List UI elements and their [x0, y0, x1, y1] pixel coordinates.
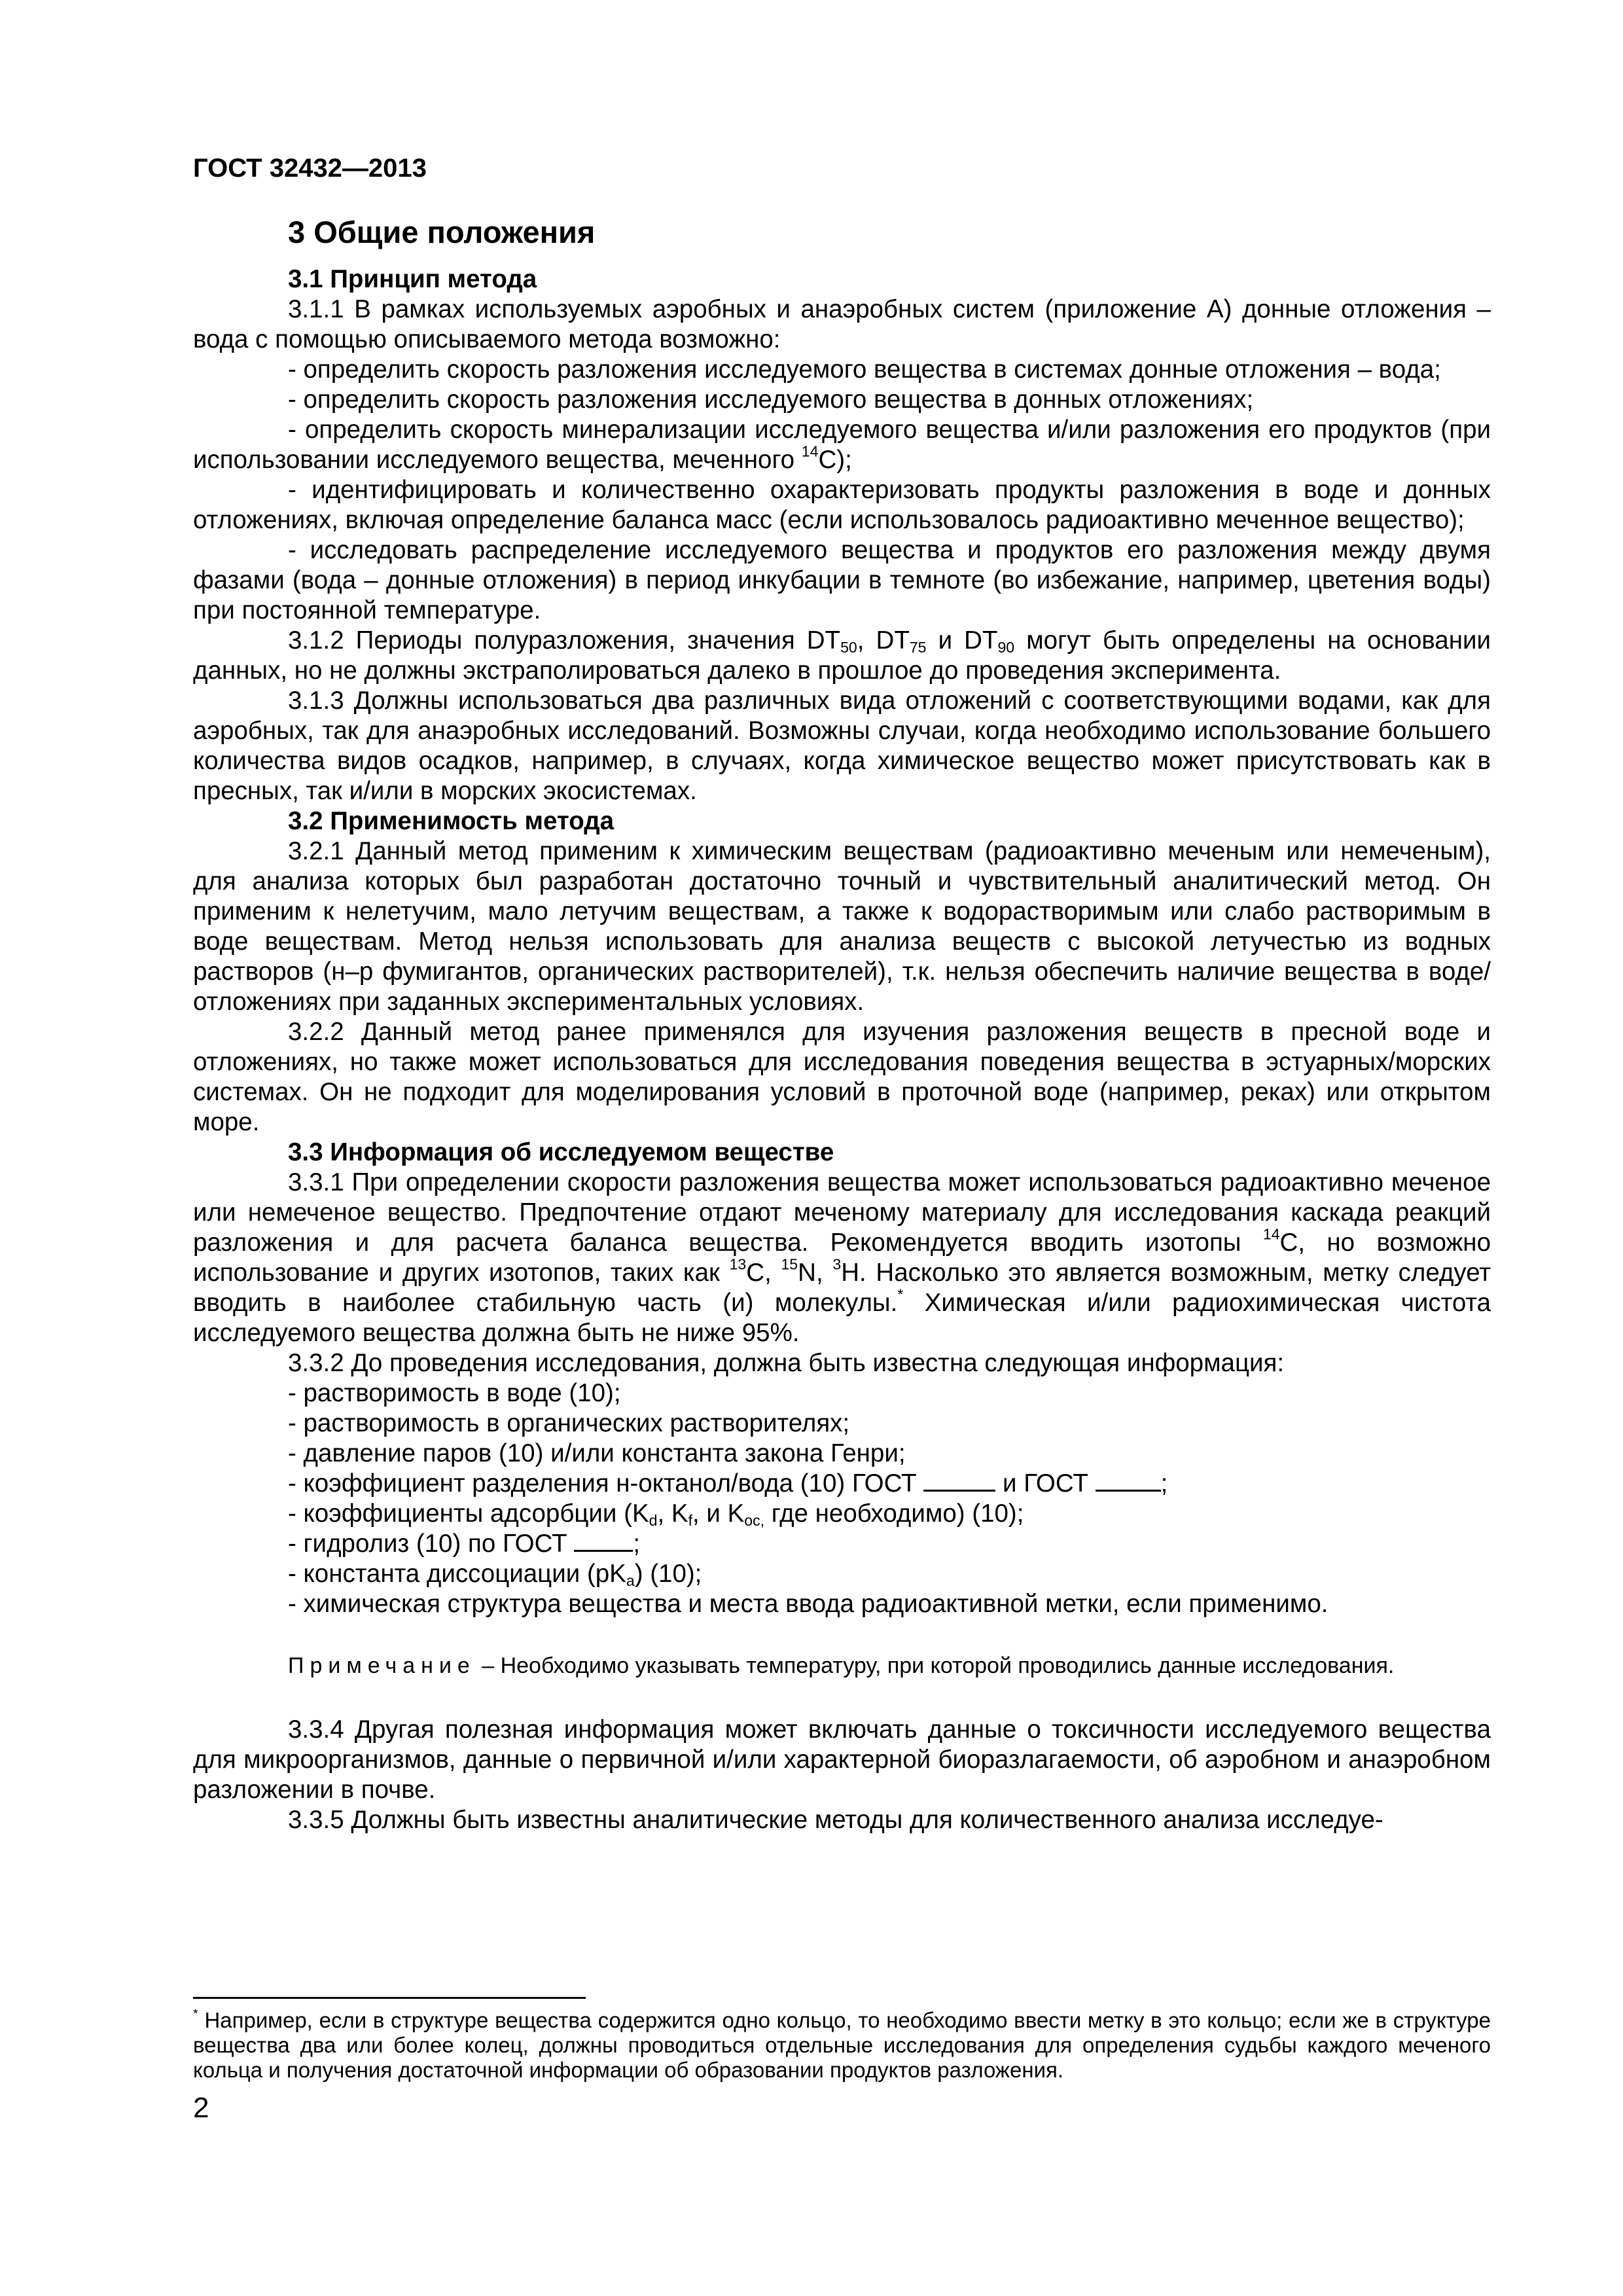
subsection-heading-3-3: 3.3 Информация об исследуемом веществе — [288, 1138, 834, 1166]
blank-field — [574, 1530, 633, 1552]
list-item: - растворимость в воде (10); — [288, 1379, 621, 1407]
list-item: - химическая структура вещества и места ввода радиоактивной метки, если применимо. — [288, 1590, 1329, 1618]
paragraph-3-3-1: 3.3.1 При определении скорости разложения вещества может использоваться радиоактивно меченое или немеченое вещество. Предпочтение отдают меченому материалу для исследования каскада реакций разложения и для расчета баланса вещества. Рекомендуется вводить изотопы $^{14}$С, но возможно использование и других изотопов, таких как $^{13}$С, $^{15}$N, $^3$Н. Насколько это является возможным, метку следует вводить в наиболее стабильную часть (и) молекулы.* Химическая и/или радиохимическая чистота исследуемого вещества должна быть не ниже 95%. — [193, 1168, 1491, 1347]
footnote-reference[interactable]: * — [897, 1285, 904, 1303]
footnote-divider — [193, 1997, 586, 1999]
paragraph-3-1-1: 3.1.1 В рамках используемых аэробных и анаэробных систем (приложение А) донные отложения – вода с помощью описываемого метода возможно: — [193, 295, 1491, 353]
footnote: * Например, если в структуре вещества содержится одно кольцо, то необходимо ввести метку в это кольцо; если же в структуре вещества два или более колец, должны проводиться отдельные исследования для определения судьбы каждого меченого кольца и получения достаточной информации об образовании продуктов разложения. — [193, 2007, 1491, 2082]
paragraph-3-3-2: 3.3.2 До проведения исследования, должна быть известна следующая информация: — [288, 1349, 1285, 1377]
list-item: - коэффициент разделения н-октанол/вода (10) ГОСТ и ГОСТ ; — [288, 1469, 1168, 1498]
list-item: - растворимость в органических растворителях; — [288, 1409, 850, 1437]
list-item: - коэффициенты адсорбции ($K_d$, $K_f$, и $K_{oc,}$ где необходимо) (10); — [288, 1499, 1024, 1529]
blank-field — [1096, 1470, 1161, 1492]
paragraph-3-1-3: 3.1.3 Должны использоваться два различных вида отложений с соответствующими водами, как для аэробных, так для анаэробных исследований. Возможны случаи, когда необходимо использование большего количества видов осадков, например, в случаях, когда химическое вещество может присутствовать как в пресных, так и/или в морских экосистемах. — [193, 687, 1491, 805]
list-item: - константа диссоциации $(pK_a)$ (10); — [288, 1560, 702, 1589]
list-item: - определить скорость разложения исследуемого вещества в системах донные отложения – вода; — [288, 355, 1441, 384]
blank-field — [923, 1470, 995, 1492]
note-label: Примечание — [288, 1653, 476, 1678]
paragraph-3-3-4: 3.3.4 Другая полезная информация может включать данные о токсичности исследуемого вещества для микроорганизмов, данные о первичной и/или характерной биоразлагаемости, об аэробном и анаэробном разложении в почве. — [193, 1715, 1491, 1804]
list-item: - исследовать распределение исследуемого вещества и продуктов его разложения между двумя фазами (вода – донные отложения) в период инкубации в темноте (во избежание, например, цветения воды) при постоянной температуре. — [193, 536, 1491, 624]
subsection-heading-3-1: 3.1 Принцип метода — [288, 265, 537, 293]
note: Примечание – Необходимо указывать температуру, при которой проводились данные исследования. — [288, 1653, 1395, 1678]
paragraph-3-2-1: 3.2.1 Данный метод применим к химическим веществам (радиоактивно меченым или немеченым), для анализа которых был разработан достаточно точный и чувствительный аналитический метод. Он применим к нелетучим, мало летучим веществам, а также к водорастворимым или слабо растворимым в воде веществам. Метод нельзя использовать для анализа веществ с высокой летучестью из водных растворов (н–р фумигантов, органических растворителей), т.к. нельзя обеспечить наличие вещества в воде/отложениях при заданных экспериментальных условиях. — [193, 837, 1491, 1016]
paragraph-3-3-5: 3.3.5 Должны быть известны аналитические методы для количественного анализа исследуе- — [288, 1806, 1383, 1834]
list-item: - определить скорость минерализации исследуемого вещества и/или разложения его продуктов (при использовании исследуемого вещества, меченного $^{14}$С); — [193, 416, 1491, 474]
paragraph-3-2-2: 3.2.2 Данный метод ранее применялся для изучения разложения веществ в пресной воде и отложениях, но также может использоваться для исследования поведения вещества в эстуарных/морских системах. Он не подходит для моделирования условий в проточной воде (например, реках) или открытом море. — [193, 1018, 1491, 1136]
subsection-heading-3-2: 3.2 Применимость метода — [288, 807, 615, 835]
list-item: - идентифицировать и количественно охарактеризовать продукты разложения в воде и донных отложениях, включая определение баланса масс (если использовалось радиоактивно меченное вещество); — [193, 476, 1491, 534]
list-item: - гидролиз (10) по ГОСТ ; — [288, 1530, 641, 1558]
paragraph-3-1-2: 3.1.2 Периоды полуразложения, значения $DT_{50}$, $DT_{75}$ и $DT_{90}$ могут быть определены на основании данных, но не должны экстраполироваться далеко в прошлое до проведения эксперимента. — [193, 626, 1491, 685]
page-number: 2 — [193, 2092, 209, 2124]
list-item: - определить скорость разложения исследуемого вещества в донных отложениях; — [288, 386, 1254, 414]
list-item: - давление паров (10) и/или константа закона Генри; — [288, 1439, 906, 1467]
footnote-mark: * — [193, 2007, 198, 2022]
section-title: 3 Общие положения — [288, 215, 596, 249]
document-body — [193, 264, 1491, 1835]
document-code: ГОСТ 32432—2013 — [193, 154, 427, 183]
